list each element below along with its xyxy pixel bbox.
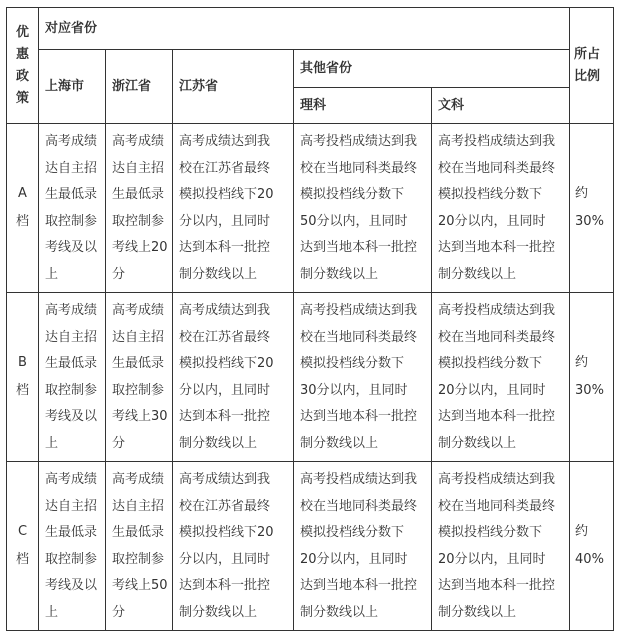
cell-text-line: 达到当地本科一批控 [300,409,418,424]
cell-text-line: 达自主招 [112,329,165,345]
cell-text-line: 考线上50 [112,578,168,593]
cell-text-line: 考线及以 [45,409,98,424]
cell-text-line: 40% [575,552,604,567]
cell-text-line: 模拟投档线分数下 [438,525,543,540]
provinces-header: 对应省份 [39,8,570,50]
cell-text-line: 达到当地本科一批控 [438,240,556,255]
cell-text-line: 分 [112,604,126,620]
cell-text-line: 校在当地同科类最终 [438,329,556,345]
science-header: 理科 [294,88,432,124]
ratio-cell [570,124,614,293]
cell-text-line: 达到当地本科一批控 [300,240,418,255]
cell-text-line: 模拟投档线分数下 [300,187,405,202]
cell-text-line: 分以内，且同时 [179,551,271,567]
cell-text-line: 达自主招 [45,329,98,345]
cell-text-line: 考线及以 [45,578,98,593]
cell-text-line: 高考成绩达到我 [179,134,271,149]
grade-cell: A 档 [7,124,39,293]
grade-cell: B 档 [7,293,39,462]
cell-text-line: 模拟投档线下20 [179,525,274,540]
cell-text-line: 取控制参 [45,551,98,567]
cell-text-line: 30分以内，且同时 [300,382,408,398]
table-row [7,124,614,293]
arts-cell [432,124,570,293]
cell-text-line: 达自主招 [45,498,98,514]
shanghai-cell [39,124,106,293]
shanghai-cell [39,462,106,631]
cell-text-line: 模拟投档线分数下 [300,356,405,371]
science-cell [294,124,432,293]
cell-text-line: 约 [575,186,589,201]
cell-text-line: 30% [575,214,604,229]
cell-text-line: 制分数线以上 [179,266,258,282]
cell-text-line: 达自主招 [45,160,98,176]
jiangsu-cell [173,462,294,631]
cell-text-line: 50分以内，且同时 [300,213,408,229]
cell-text-line: 高考投档成绩达到我 [300,303,418,318]
cell-text-line: 制分数线以上 [179,604,258,620]
policy-header: 优 惠 政 策 [7,8,39,124]
cell-text-line: 高考投档成绩达到我 [438,134,556,149]
cell-text-line: 达到当地本科一批控 [438,578,556,593]
zhejiang-header: 浙江省 [106,50,173,124]
cell-text-line: 制分数线以上 [179,435,258,451]
cell-text-line: 取控制参 [45,382,98,398]
cell-text-line: 上 [45,435,59,451]
cell-text-line: 约 [575,524,589,539]
cell-text-line: 考线及以 [45,240,98,255]
cell-text-line: 生最低录 [45,525,98,540]
cell-text-line: 高考投档成绩达到我 [300,472,418,487]
cell-text-line: 达到当地本科一批控 [438,409,556,424]
cell-text-line: 校在江苏省最终 [179,160,271,176]
cell-text-line: 达自主招 [112,498,165,514]
cell-text-line: 生最低录 [112,525,165,540]
cell-text-line: 高考成绩 [112,472,165,487]
cell-text-line: 制分数线以上 [438,266,517,282]
arts-cell [432,293,570,462]
cell-text-line: 约 [575,355,589,370]
zhejiang-cell [106,462,173,631]
cell-text-line: 模拟投档线分数下 [438,356,543,371]
jiangsu-header: 江苏省 [173,50,294,124]
policy-table [6,7,614,631]
grade-cell: C 档 [7,462,39,631]
science-cell [294,462,432,631]
cell-text-line: 高考成绩 [112,134,165,149]
cell-text-line: 分以内，且同时 [179,382,271,398]
cell-text-line: 校在当地同科类最终 [300,160,418,176]
cell-text-line: 取控制参 [112,213,165,229]
cell-text-line: 高考成绩 [112,303,165,318]
ratio-cell [570,293,614,462]
other-provinces-header: 其他省份 [294,50,570,88]
cell-text-line: 模拟投档线下20 [179,187,274,202]
cell-text-line: 高考成绩达到我 [179,303,271,318]
cell-text-line: 分 [112,435,126,451]
cell-text-line: 考线上20 [112,240,168,255]
cell-text-line: 生最低录 [112,187,165,202]
cell-text-line: 校在当地同科类最终 [438,498,556,514]
shanghai-cell [39,293,106,462]
cell-text-line: 20分以内，且同时 [438,382,546,398]
cell-text-line: 20分以内，且同时 [438,213,546,229]
cell-text-line: 上 [45,604,59,620]
cell-text-line: 上 [45,266,59,282]
cell-text-line: 制分数线以上 [438,604,517,620]
cell-text-line: 高考成绩达到我 [179,472,271,487]
cell-text-line: 高考投档成绩达到我 [300,134,418,149]
cell-text-line: 30% [575,383,604,398]
cell-text-line: 制分数线以上 [300,435,379,451]
cell-text-line: 模拟投档线分数下 [438,187,543,202]
cell-text-line: 模拟投档线下20 [179,356,274,371]
cell-text-line: 模拟投档线分数下 [300,525,405,540]
cell-text-line: 达到本科一批控 [179,240,271,255]
cell-text-line: 达到本科一批控 [179,578,271,593]
cell-text-line: 高考投档成绩达到我 [438,472,556,487]
cell-text-line: 生最低录 [45,187,98,202]
cell-text-line: 校在当地同科类最终 [300,498,418,514]
cell-text-line: 制分数线以上 [300,604,379,620]
cell-text-line: 校在当地同科类最终 [300,329,418,345]
cell-text-line: 20分以内，且同时 [438,551,546,567]
table-row [7,293,614,462]
science-cell [294,293,432,462]
cell-text-line: 达到本科一批控 [179,409,271,424]
cell-text-line: 生最低录 [45,356,98,371]
cell-text-line: 取控制参 [112,551,165,567]
cell-text-line: 高考成绩 [45,134,98,149]
cell-text-line: 制分数线以上 [438,435,517,451]
cell-text-line: 校在当地同科类最终 [438,160,556,176]
cell-text-line: 分 [112,266,126,282]
zhejiang-cell [106,293,173,462]
table-row [7,462,614,631]
cell-text-line: 取控制参 [112,382,165,398]
cell-text-line: 20分以内，且同时 [300,551,408,567]
cell-text-line: 达自主招 [112,160,165,176]
cell-text-line: 高考投档成绩达到我 [438,303,556,318]
cell-text-line: 考线上30 [112,409,168,424]
cell-text-line: 达到当地本科一批控 [300,578,418,593]
cell-text-line: 生最低录 [112,356,165,371]
ratio-header: 所占 比例 [570,8,614,124]
cell-text-line: 分以内，且同时 [179,213,271,229]
zhejiang-cell [106,124,173,293]
jiangsu-cell [173,293,294,462]
cell-text-line: 校在江苏省最终 [179,498,271,514]
jiangsu-cell [173,124,294,293]
cell-text-line: 制分数线以上 [300,266,379,282]
arts-header: 文科 [432,88,570,124]
cell-text-line: 高考成绩 [45,472,98,487]
cell-text-line: 高考成绩 [45,303,98,318]
shanghai-header: 上海市 [39,50,106,124]
cell-text-line: 取控制参 [45,213,98,229]
arts-cell [432,462,570,631]
cell-text-line: 校在江苏省最终 [179,329,271,345]
ratio-cell [570,462,614,631]
